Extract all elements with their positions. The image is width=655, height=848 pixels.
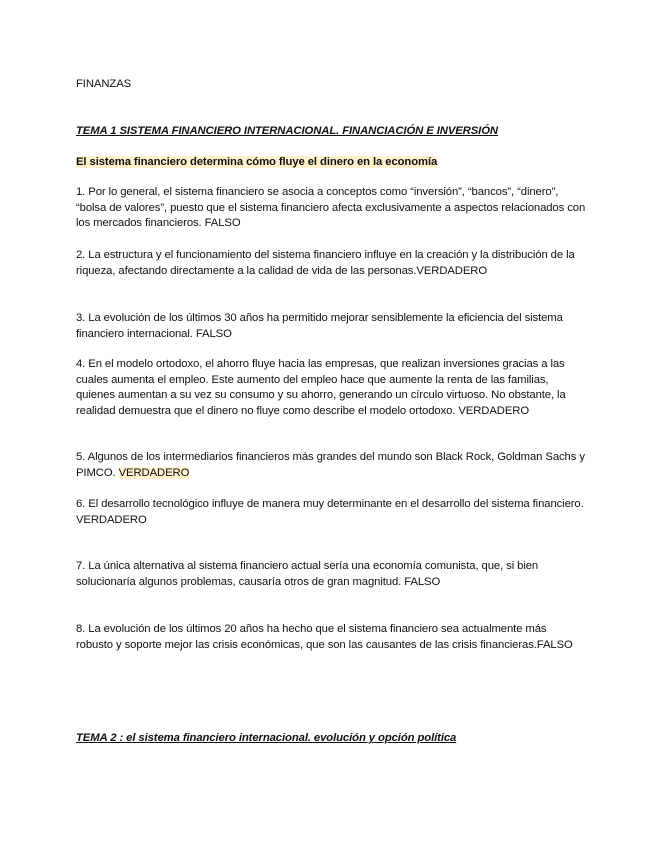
question-1: 1. Por lo general, el sistema financiero se asocia a conceptos como “inversión”, “bancos”, “dinero”, “bolsa de valores”, puesto que el sistema financiero afecta exclusivamente a aspectos relacionados con los mercados financieros. FALSO (76, 186, 586, 230)
question-7: 7. La única alternativa al sistema financiero actual sería una economía comunista, que, si bien solucionaría algunos problemas, causaría otros de gran magnitud. FALSO (76, 560, 539, 588)
question-5-text: 5. Algunos de los intermediarios financieros más grandes del mundo son Black Rock, Goldman Sachs y PIMCO. (76, 451, 585, 479)
tema1-subheading-text: El sistema financiero determina cómo fluye el dinero en la economía (76, 156, 438, 168)
tema1-subheading (76, 155, 586, 171)
question-6: 6. El desarrollo tecnológico influye de manera muy determinante en el desarrollo del sistema financiero. VERDADERO (76, 498, 584, 526)
document-title: FINANZAS (76, 78, 132, 90)
tema2-heading: TEMA 2 : el sistema financiero internacional. evolución y opción política (76, 732, 457, 744)
question-3: 3. La evolución de los últimos 30 años ha permitido mejorar sensiblemente la eficiencia del sistema financiero internacional. FALSO (76, 312, 563, 340)
question-5 (76, 450, 586, 481)
question-4: 4. En el modelo ortodoxo, el ahorro fluye hacia las empresas, que realizan inversiones gracias a las cuales aumenta el empleo. Este aumento del empleo hace que aumente la renta de las familias, quienes aumentan a su vez su consumo y su ahorro, generando un círculo virtuoso. No obstante, la realidad demuestra que el dinero no fluye como describe el modelo ortodoxo. VERDADERO (76, 358, 566, 417)
question-8: 8. La evolución de los últimos 20 años ha hecho que el sistema financiero sea actualmente más robusto y soporte mejor las crisis económicas, que son las causantes de las crisis financieras.FALSO (76, 623, 573, 651)
tema1-heading: TEMA 1 SISTEMA FINANCIERO INTERNACIONAL. FINANCIACIÓN E INVERSIÓN (76, 125, 498, 137)
question-5-answer: VERDADERO (118, 466, 190, 479)
question-2: 2. La estructura y el funcionamiento del sistema financiero influye en la creación y la distribución de la riqueza, afectando directamente a la calidad de vida de las personas.VERDADERO (76, 249, 575, 277)
